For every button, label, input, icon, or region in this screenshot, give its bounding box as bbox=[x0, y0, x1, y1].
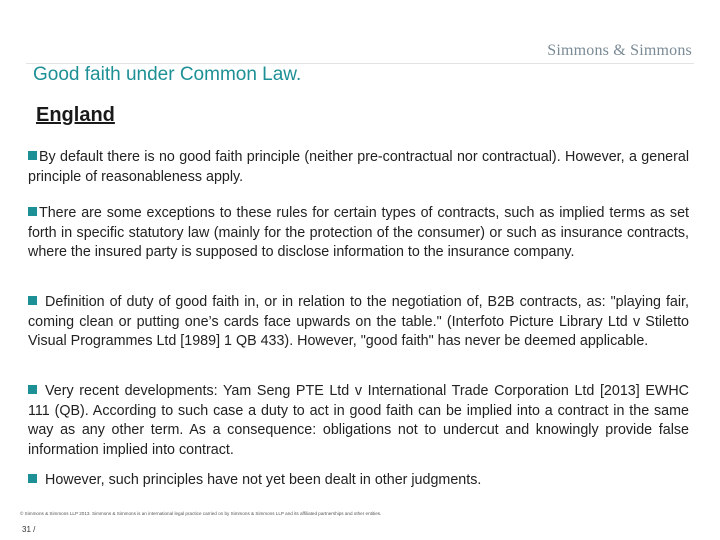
square-bullet-icon bbox=[28, 296, 37, 305]
bullet-item bbox=[28, 471, 481, 491]
square-bullet-icon bbox=[28, 474, 37, 483]
square-bullet-icon bbox=[28, 207, 37, 216]
bullet-item bbox=[28, 148, 689, 187]
bullet-item bbox=[28, 204, 689, 263]
bullet-item bbox=[28, 382, 689, 460]
bullet-text: Definition of duty of good faith in, or in relation to the negotiation of, B2B contracts, as: "playing fair, coming clean or putting one’s cards face upwards on the table." (Interfoto Picture Library Ltd v Stiletto Visual Programmes Ltd [1989] 1 QB 433). However, "good faith" has never be deemed applicable. bbox=[28, 294, 689, 350]
slide-subtitle: England bbox=[36, 104, 115, 126]
bullet-text: By default there is no good faith principle (neither pre-contractual nor contractual). However, a general principle of reasonableness apply. bbox=[28, 149, 689, 185]
page-number: 31 / bbox=[22, 525, 36, 534]
bullet-text: There are some exceptions to these rules for certain types of contracts, such as implied terms as set forth in specific statutory law (mainly for the protection of the consumer) or such as insurance contracts, where the insured party is supposed to disclose information to the insurance company. bbox=[28, 205, 689, 261]
square-bullet-icon bbox=[28, 385, 37, 394]
company-logo: Simmons & Simmons bbox=[547, 42, 692, 59]
square-bullet-icon bbox=[28, 151, 37, 160]
bullet-item bbox=[28, 293, 689, 352]
bullet-text: Very recent developments: Yam Seng PTE Ltd v International Trade Corporation Ltd [2013] EWHC 111 (QB). According to such case a duty to act in good faith can be implied into a contract in the same way as any other term. As a consequence: obligations not to undercut and knowingly provide false information implied into contract. bbox=[28, 383, 689, 458]
copyright-notice: © Simmons & Simmons LLP 2013. Simmons & Simmons is an international legal practice carried on by Simmons & Simmons LLP and its affiliated partnerships and other entities. bbox=[20, 511, 382, 516]
slide-title: Good faith under Common Law. bbox=[33, 64, 302, 85]
bullet-text: However, such principles have not yet been dealt in other judgments. bbox=[45, 472, 482, 488]
